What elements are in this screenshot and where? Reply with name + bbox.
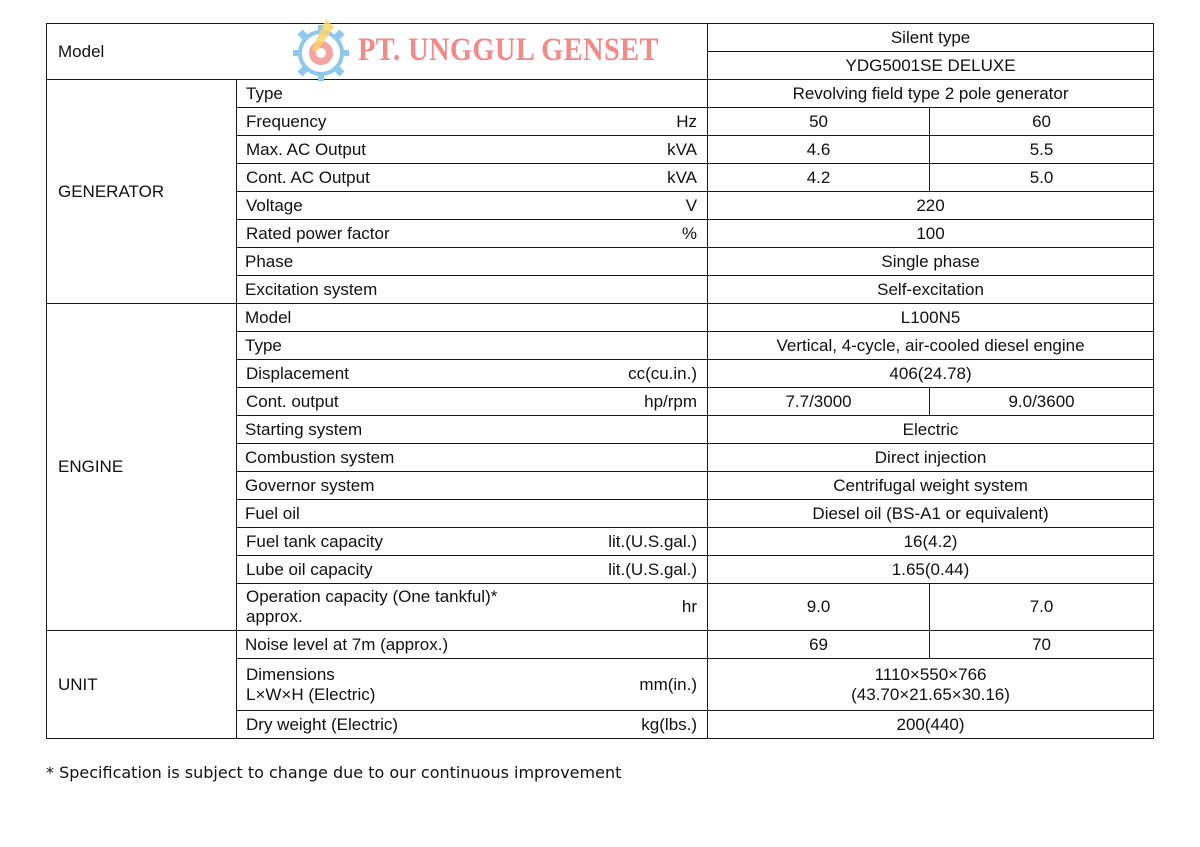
value-cell: Vertical, 4-cycle, air-cooled diesel engine	[708, 332, 1154, 360]
item-label: Combustion system	[237, 444, 708, 472]
unit-label: mm(in.)	[511, 659, 708, 711]
unit-label: cc(cu.in.)	[511, 360, 708, 388]
value-60hz: 70	[930, 631, 1154, 659]
item-label: Governor system	[237, 472, 708, 500]
table-row	[47, 80, 1154, 108]
value-50hz: 4.2	[708, 164, 930, 192]
model-name-cell: YDG5001SE DELUXE	[708, 52, 1154, 80]
unit-label	[511, 80, 708, 108]
value-cell: 100	[708, 220, 1154, 248]
item-label: Displacement	[237, 360, 511, 388]
value-cell-multiline	[708, 659, 1154, 711]
table-row	[47, 304, 1154, 332]
value-60hz: 5.5	[930, 136, 1154, 164]
item-label-multiline	[237, 659, 511, 711]
value-60hz: 7.0	[930, 584, 1154, 631]
item-label-line1: Dimensions	[246, 664, 335, 684]
unit-label: lit.(U.S.gal.)	[511, 556, 708, 584]
item-label: Cont. output	[237, 388, 511, 416]
value-cell: Centrifugal weight system	[708, 472, 1154, 500]
item-label: Dry weight (Electric)	[237, 711, 511, 739]
spec-table	[46, 23, 1154, 739]
item-label: Excitation system	[237, 276, 708, 304]
value-60hz: 5.0	[930, 164, 1154, 192]
item-label: Cont. AC Output	[237, 164, 511, 192]
item-label: Starting system	[237, 416, 708, 444]
value-cell: Revolving field type 2 pole generator	[708, 80, 1154, 108]
unit-label: %	[511, 220, 708, 248]
model-header-cell	[47, 24, 708, 80]
section-unit: UNIT	[47, 631, 237, 739]
item-label: Max. AC Output	[237, 136, 511, 164]
item-label-line2: approx.	[246, 607, 303, 626]
value-cell: Single phase	[708, 248, 1154, 276]
silent-type-cell: Silent type	[708, 24, 1154, 52]
model-header-label: Model	[58, 41, 105, 61]
unit-label: hr	[511, 584, 708, 631]
section-generator: GENERATOR	[47, 80, 237, 304]
value-60hz: 9.0/3600	[930, 388, 1154, 416]
unit-label: kg(lbs.)	[511, 711, 708, 739]
item-label: Model	[237, 304, 708, 332]
section-engine: ENGINE	[47, 304, 237, 631]
item-label: Phase	[237, 248, 708, 276]
value-cell: L100N5	[708, 304, 1154, 332]
value-50hz: 9.0	[708, 584, 930, 631]
table-row	[47, 631, 1154, 659]
item-label: Fuel tank capacity	[237, 528, 511, 556]
value-cell: Direct injection	[708, 444, 1154, 472]
footnote: * Specification is subject to change due to our continuous improvement	[46, 763, 622, 782]
value-line1: 1110×550×766	[874, 664, 987, 684]
value-line2: (43.70×21.65×30.16)	[851, 684, 1010, 704]
value-cell: 220	[708, 192, 1154, 220]
item-label: Voltage	[237, 192, 511, 220]
item-label-multiline	[237, 584, 511, 631]
value-50hz: 69	[708, 631, 930, 659]
unit-label: lit.(U.S.gal.)	[511, 528, 708, 556]
item-label: Noise level at 7m (approx.)	[237, 631, 708, 659]
value-cell: Self-excitation	[708, 276, 1154, 304]
unit-label: kVA	[511, 136, 708, 164]
unit-label: kVA	[511, 164, 708, 192]
header-row	[47, 24, 1154, 52]
value-50hz: 4.6	[708, 136, 930, 164]
value-cell: 200(440)	[708, 711, 1154, 739]
item-label-line1: Operation capacity (One tankful)*	[246, 587, 498, 606]
item-label: Fuel oil	[237, 500, 708, 528]
value-cell: 16(4.2)	[708, 528, 1154, 556]
unit-label: hp/rpm	[511, 388, 708, 416]
item-label-line2: L×W×H (Electric)	[246, 684, 376, 704]
value-cell: Electric	[708, 416, 1154, 444]
item-label: Type	[237, 80, 511, 108]
value-60hz: 60	[930, 108, 1154, 136]
value-50hz: 7.7/3000	[708, 388, 930, 416]
item-label: Type	[237, 332, 708, 360]
unit-label: V	[511, 192, 708, 220]
value-cell: Diesel oil (BS-A1 or equivalent)	[708, 500, 1154, 528]
item-label: Frequency	[237, 108, 511, 136]
unit-label: Hz	[511, 108, 708, 136]
value-50hz: 50	[708, 108, 930, 136]
value-cell: 1.65(0.44)	[708, 556, 1154, 584]
item-label: Rated power factor	[237, 220, 511, 248]
watermark-text: PT. UNGGUL GENSET	[358, 32, 659, 68]
value-cell: 406(24.78)	[708, 360, 1154, 388]
item-label: Lube oil capacity	[237, 556, 511, 584]
